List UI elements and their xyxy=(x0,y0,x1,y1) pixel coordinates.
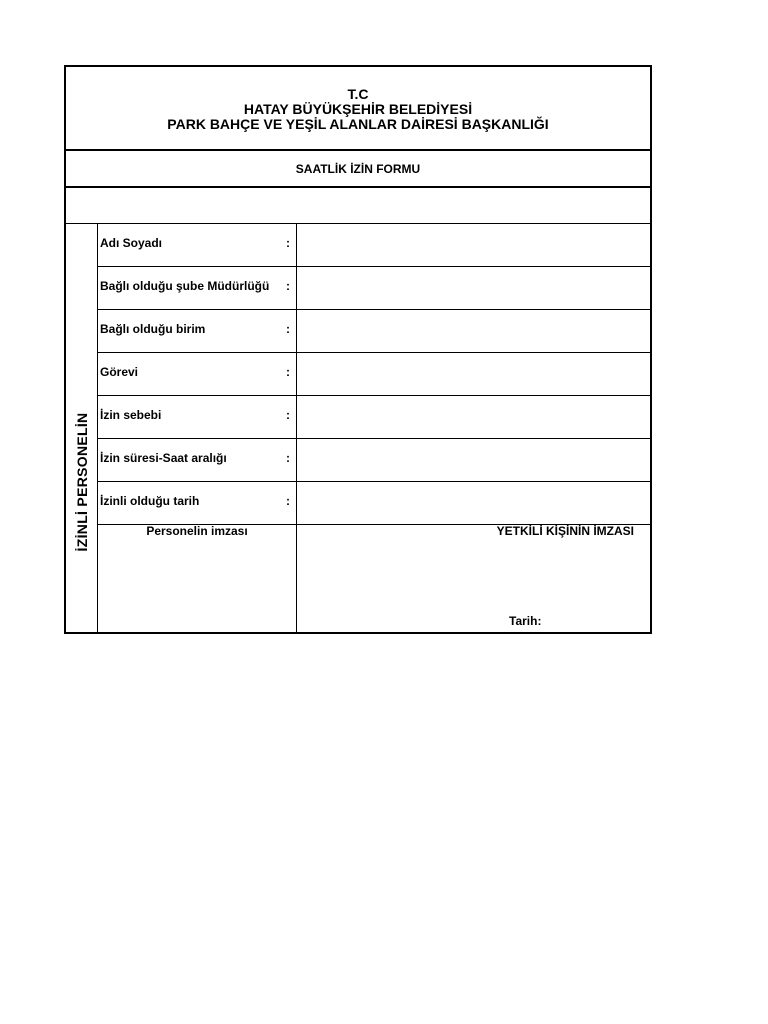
header-line-municipality: HATAY BÜYÜKŞEHİR BELEDİYESİ xyxy=(243,101,473,117)
field-value-duration[interactable] xyxy=(296,439,651,481)
side-label-cell xyxy=(66,224,98,632)
field-colon: : xyxy=(286,451,290,465)
field-label: İzin süresi-Saat aralığı xyxy=(100,451,227,465)
personnel-signature-label: Personelin imzası xyxy=(146,524,248,538)
field-colon: : xyxy=(286,494,290,508)
blank-row xyxy=(66,188,650,224)
header-line-tc: T.C xyxy=(347,86,369,102)
field-label: Görevi xyxy=(100,365,139,379)
field-label: Bağlı olduğu şube Müdürlüğü xyxy=(100,279,270,293)
authorized-signature-cell[interactable] xyxy=(297,524,650,632)
field-row-reason xyxy=(98,396,650,439)
form-header xyxy=(66,67,650,151)
field-row-duration xyxy=(98,439,650,482)
field-value-branch[interactable] xyxy=(296,267,651,309)
side-label: İZİNLİ PERSONELİN xyxy=(74,412,90,552)
field-row-name xyxy=(98,224,650,267)
field-label: Adı Soyadı xyxy=(100,236,163,250)
field-label: Bağlı olduğu birim xyxy=(100,322,206,336)
field-colon: : xyxy=(286,365,290,379)
signature-row xyxy=(98,524,650,632)
field-value-reason[interactable] xyxy=(296,396,651,438)
field-row-branch xyxy=(98,267,650,310)
field-label: İzinli olduğu tarih xyxy=(100,494,200,508)
field-value-unit[interactable] xyxy=(296,310,651,352)
authorized-signature-label: YETKİLİ KİŞİNİN İMZASI xyxy=(496,524,634,538)
field-label: İzin sebebi xyxy=(100,408,162,422)
field-value-name[interactable] xyxy=(296,224,651,266)
signature-date-label: Tarih: xyxy=(509,614,542,628)
form-title: SAATLİK İZİN FORMU xyxy=(66,151,650,188)
personnel-signature-cell[interactable] xyxy=(98,524,297,632)
field-colon: : xyxy=(286,408,290,422)
header-line-department: PARK BAHÇE VE YEŞİL ALANLAR DAİRESİ BAŞKANLIĞI xyxy=(167,116,549,132)
field-row-date xyxy=(98,482,650,525)
field-value-position[interactable] xyxy=(296,353,651,395)
field-colon: : xyxy=(286,322,290,336)
field-row-unit xyxy=(98,310,650,353)
field-colon: : xyxy=(286,279,290,293)
field-row-position xyxy=(98,353,650,396)
field-colon: : xyxy=(286,236,290,250)
leave-form xyxy=(64,65,652,634)
field-value-date[interactable] xyxy=(296,482,651,524)
